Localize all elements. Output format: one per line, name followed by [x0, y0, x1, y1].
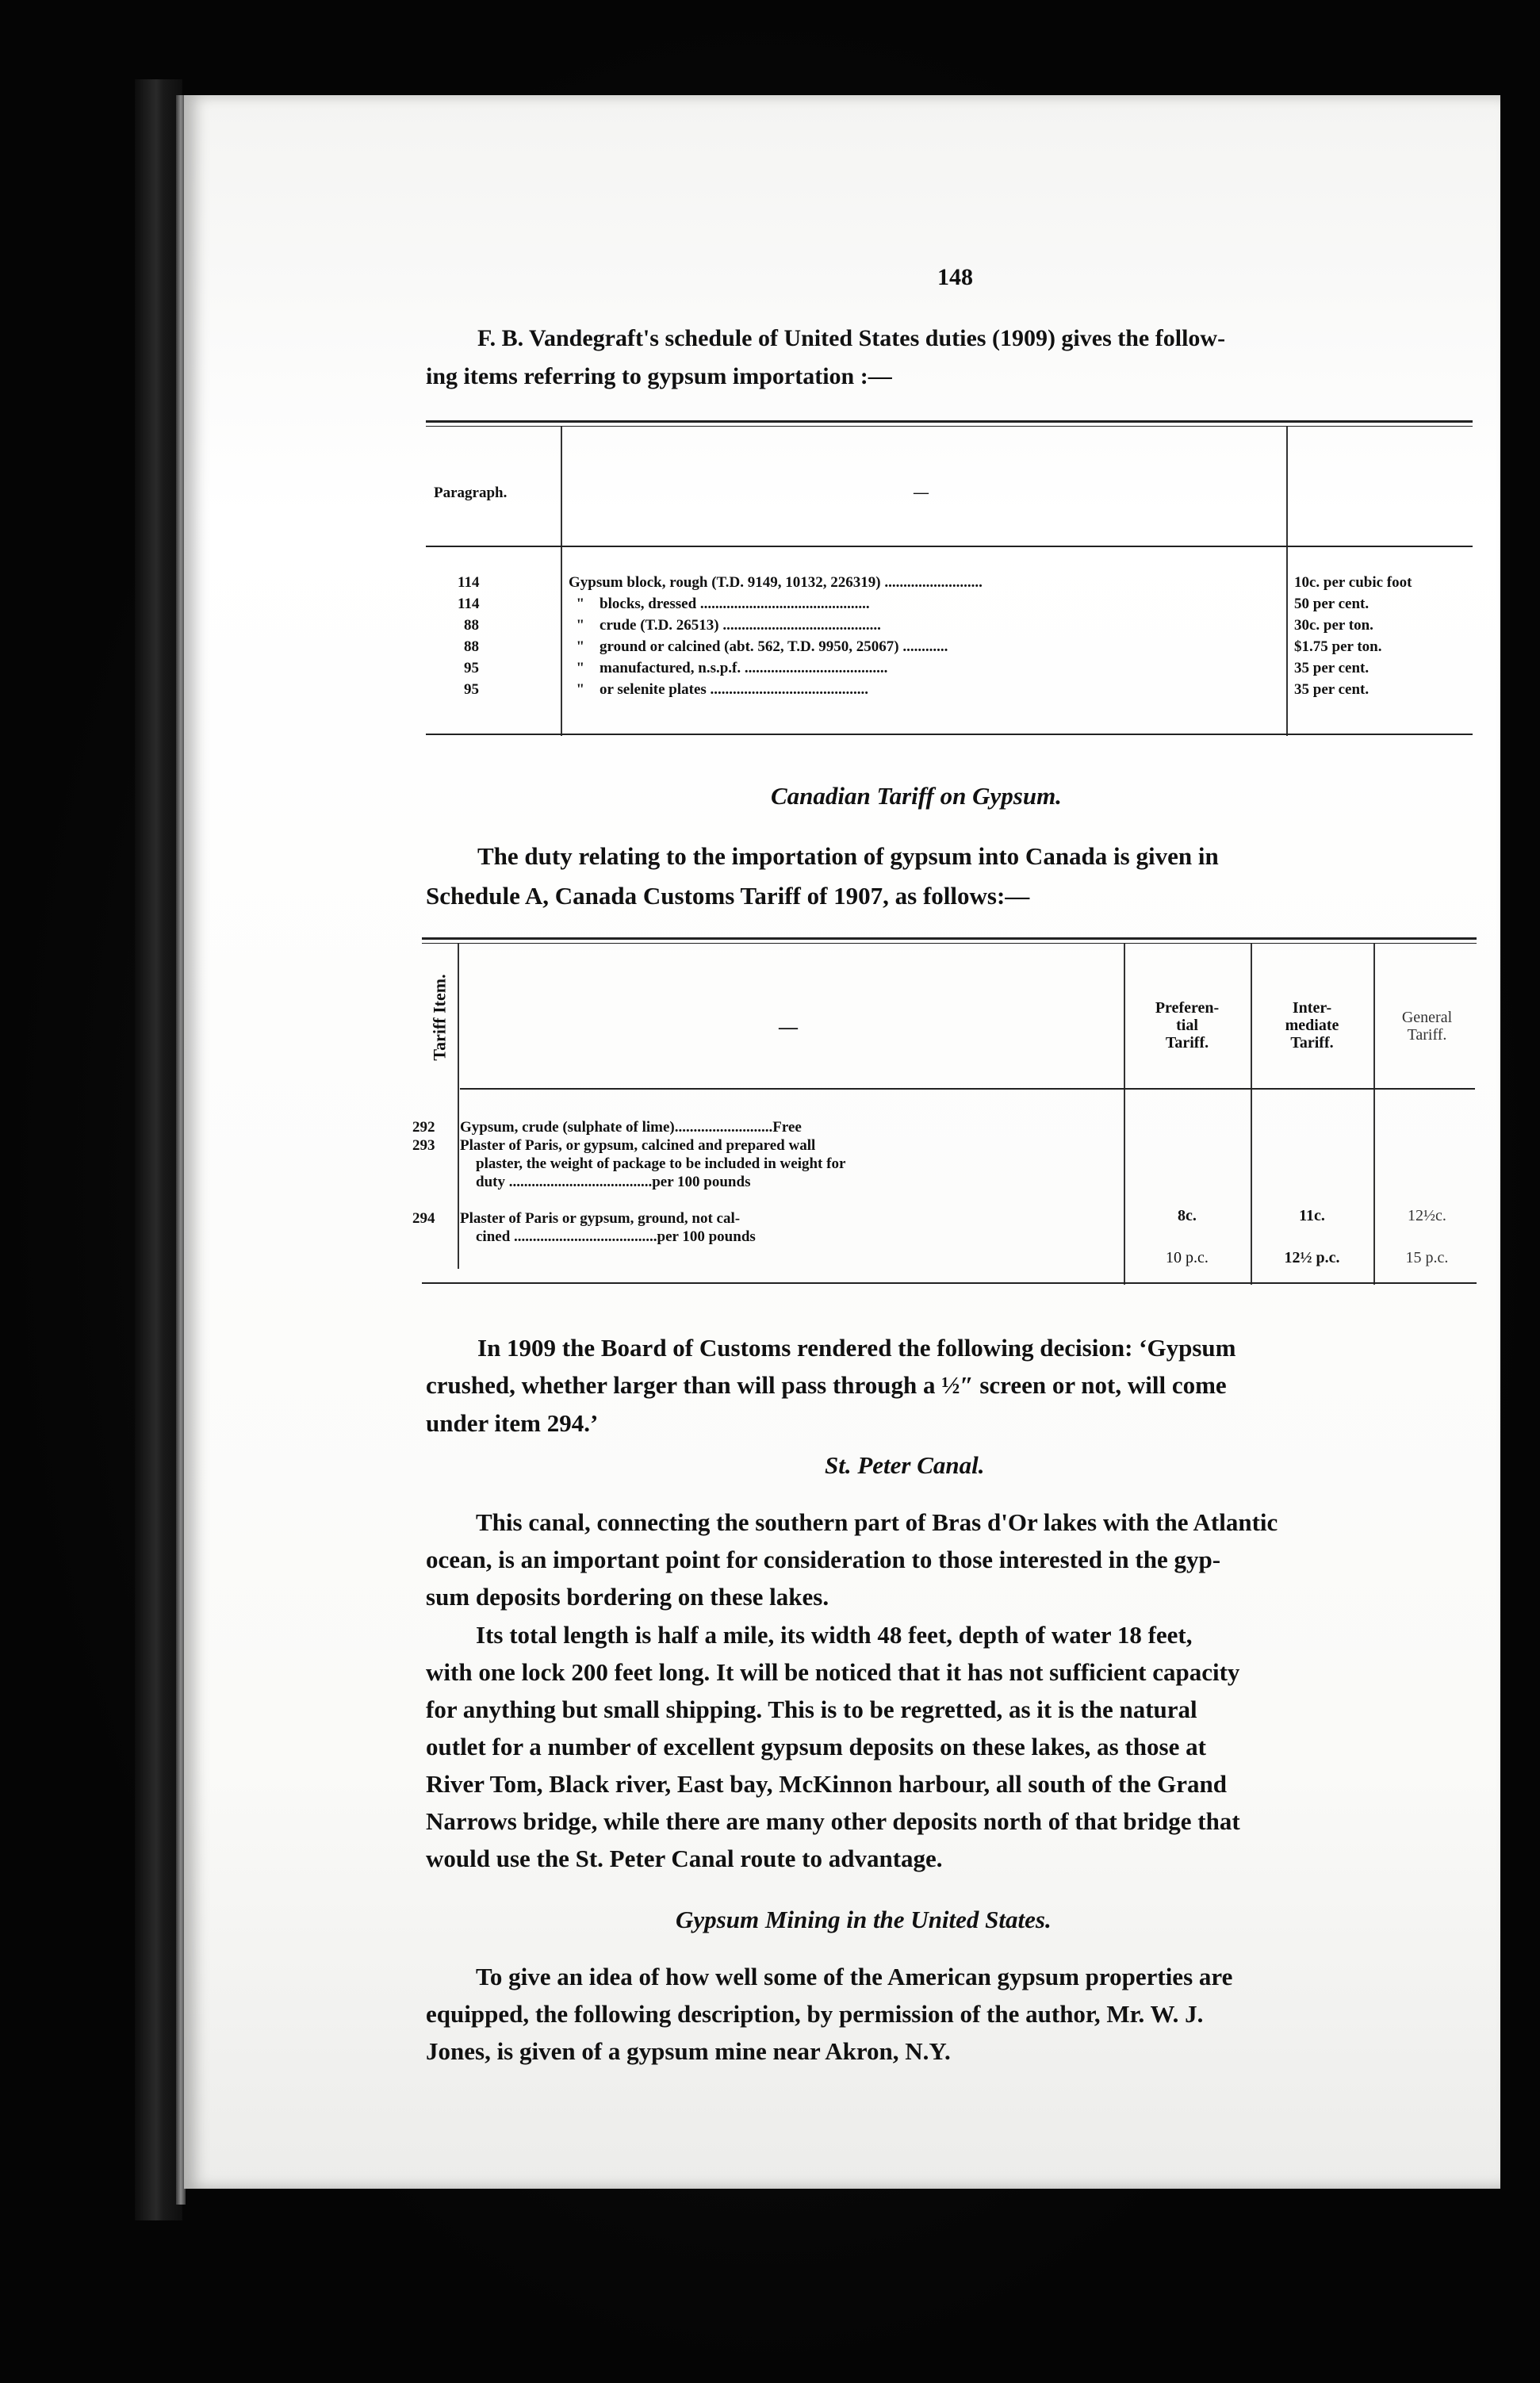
heading-canadian-tariff: Canadian Tariff on Gypsum. — [771, 782, 1062, 810]
text-line: To give an idea of how well some of the American gypsum properties are — [476, 1963, 1233, 1990]
ca-header-general — [1377, 1009, 1477, 1044]
us-para-cell: 95 — [464, 681, 479, 698]
us-header-paragraph: Paragraph. — [434, 485, 508, 501]
header-line: Preferen- — [1155, 999, 1220, 1017]
text-line: Narrows bridge, while there are many other deposits north of that bridge that — [426, 1807, 1240, 1835]
us-desc-cell: " manufactured, n.s.p.f. ...................................... — [569, 660, 888, 676]
us-rows — [426, 573, 1481, 702]
table-row — [426, 573, 1481, 595]
ca-header-item: Tariff Item. — [429, 974, 450, 1061]
us-desc-cell: Gypsum block, rough (T.D. 9149, 10132, 226319) .......................... — [569, 574, 983, 591]
us-para-cell: 114 — [458, 596, 480, 612]
ca-desc-line: cined ......................................per 100 pounds — [476, 1228, 756, 1245]
table-row — [426, 659, 1481, 680]
us-desc-cell: " or selenite plates .......................................... — [569, 681, 869, 698]
header-line: Tariff. — [1165, 1034, 1209, 1052]
text-line: outlet for a number of excellent gypsum deposits on these lakes, as those at — [426, 1733, 1206, 1760]
page-number: 148 — [937, 264, 973, 290]
table-row — [426, 680, 1481, 702]
book-spine — [135, 79, 182, 2220]
canadian-line-2: Schedule A, Canada Customs Tariff of 1907, as follows:— — [426, 882, 1030, 910]
text-line: sum deposits bordering on these lakes. — [426, 1583, 829, 1611]
book-page — [184, 95, 1500, 2189]
ca-item-cell: 293 — [412, 1137, 435, 1154]
customs-line-3: under item 294.’ — [426, 1409, 599, 1437]
ca-pref-cell: 10 p.c. — [1166, 1249, 1209, 1266]
us-duty-cell: 50 per cent. — [1294, 596, 1370, 612]
header-line: General — [1401, 1009, 1453, 1026]
ca-general-cell: 15 p.c. — [1405, 1249, 1449, 1266]
ca-desc-line: duty ......................................per 100 pounds — [476, 1174, 751, 1190]
us-duty-cell: $1.75 per ton. — [1294, 638, 1382, 655]
customs-line-2: crushed, whether larger than will pass through a ½″ screen or not, will come — [426, 1371, 1227, 1399]
ca-item-cell: 294 — [412, 1210, 435, 1227]
us-para-cell: 114 — [458, 574, 480, 591]
ca-pref-cell: 8c. — [1178, 1207, 1197, 1224]
text-line: for anything but small shipping. This is to be regretted, as it is the natural — [426, 1695, 1197, 1723]
header-line: Inter- — [1292, 999, 1332, 1017]
canadian-line-1: The duty relating to the importation of gypsum into Canada is given in — [477, 842, 1219, 870]
table-row — [426, 595, 1481, 616]
us-desc-cell: " ground or calcined (abt. 562, T.D. 9950, 25067) ............ — [569, 638, 948, 655]
us-desc-cell: " crude (T.D. 26513) .......................................... — [569, 617, 881, 634]
intro-line-1: F. B. Vandegraft's schedule of United States duties (1909) gives the follow- — [477, 325, 1226, 351]
customs-line-1: In 1909 the Board of Customs rendered the following decision: ‘Gypsum — [477, 1334, 1236, 1362]
text-line: ocean, is an important point for consideration to those interested in the gyp- — [426, 1546, 1221, 1573]
ca-inter-cell: 11c. — [1299, 1207, 1325, 1224]
us-desc-cell: " blocks, dressed ............................................. — [569, 596, 870, 612]
header-line: Tariff. — [1407, 1026, 1447, 1044]
us-duty-cell: 10c. per cubic foot — [1294, 574, 1412, 591]
text-line: equipped, the following description, by permission of the author, Mr. W. J. — [426, 2000, 1204, 2028]
table-row — [426, 616, 1481, 638]
us-duty-cell: 35 per cent. — [1294, 660, 1370, 676]
ca-header-desc: — — [779, 1017, 798, 1038]
ca-desc-line: Plaster of Paris or gypsum, ground, not cal- — [460, 1210, 741, 1227]
text-line: Jones, is given of a gypsum mine near Akron, N.Y. — [426, 2037, 951, 2065]
us-para-cell: 88 — [464, 638, 479, 655]
header-line: tial — [1176, 1017, 1198, 1034]
us-duty-cell: 35 per cent. — [1294, 681, 1370, 698]
heading-gypsum-mining: Gypsum Mining in the United States. — [676, 1906, 1052, 1933]
header-line: mediate — [1285, 1017, 1339, 1034]
ca-inter-cell: 12½ p.c. — [1284, 1249, 1340, 1266]
ca-header-inter — [1255, 999, 1370, 1052]
header-line: Tariff. — [1290, 1034, 1334, 1052]
text-line: This canal, connecting the southern part of Bras d'Or lakes with the Atlantic — [476, 1508, 1278, 1536]
ca-desc-line: Gypsum, crude (sulphate of lime)..........................Free — [460, 1119, 802, 1136]
table-row — [426, 638, 1481, 659]
us-para-cell: 95 — [464, 660, 479, 676]
text-line: River Tom, Black river, East bay, McKinnon harbour, all south of the Grand — [426, 1770, 1227, 1798]
us-duty-cell: 30c. per ton. — [1294, 617, 1373, 634]
text-line: would use the St. Peter Canal route to advantage. — [426, 1845, 943, 1872]
intro-line-2: ing items referring to gypsum importation :— — [426, 363, 892, 389]
us-header-desc: — — [914, 485, 929, 501]
text-line: with one lock 200 feet long. It will be noticed that it has not sufficient capacity — [426, 1658, 1240, 1686]
ca-desc-line: plaster, the weight of package to be included in weight for — [476, 1155, 846, 1172]
us-para-cell: 88 — [464, 617, 479, 634]
heading-st-peter-canal: St. Peter Canal. — [825, 1451, 985, 1479]
ca-item-cell: 292 — [412, 1119, 435, 1136]
ca-header-pref — [1128, 999, 1247, 1052]
ca-desc-line: Plaster of Paris, or gypsum, calcined and prepared wall — [460, 1137, 816, 1154]
ca-general-cell: 12½c. — [1408, 1207, 1446, 1224]
text-line: Its total length is half a mile, its width 48 feet, depth of water 18 feet, — [476, 1621, 1193, 1649]
